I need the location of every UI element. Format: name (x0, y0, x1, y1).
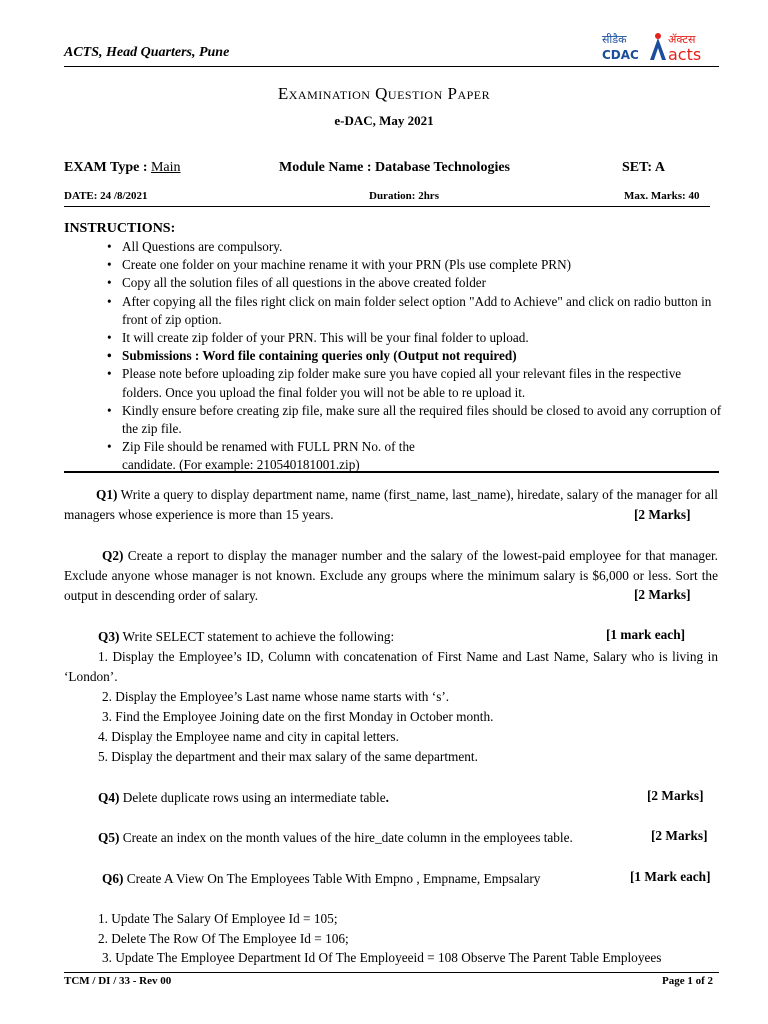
question-number: Q5) (98, 830, 120, 845)
question-3-marks: [1 mark each] (606, 627, 686, 642)
instruction-item: • Copy all the solution files of all questions in the above created folder (104, 274, 724, 292)
logo-text-acts-hindi: ॲक्टस (668, 33, 696, 46)
instructions-heading: INSTRUCTIONS: (64, 221, 176, 236)
module-name: Module Name : Database Technologies (279, 160, 510, 175)
max-marks: Max. Marks: 40 (624, 190, 700, 202)
cdac-acts-logo (600, 30, 718, 64)
question-3-item: 4. Display the Employee name and city in capital letters. (98, 729, 399, 744)
question-text: Delete duplicate rows using an intermediate table (119, 790, 386, 805)
question-3 (98, 627, 394, 647)
question-3-item: 1. Display the Employee’s ID, Column with concatenation of First Name and Last Name, Salary who is living in ‘London’. (64, 649, 718, 684)
header-rule (64, 66, 719, 67)
question-5 (98, 828, 573, 848)
footer-doc-code: TCM / DI / 33 - Rev 00 (64, 975, 172, 987)
instruction-item: • After copying all the files right click on main folder select option "Add to Achieve" and click on radio button in front of zip option. (104, 293, 724, 329)
question-4 (98, 788, 389, 808)
set-label: SET: A (622, 160, 665, 175)
page-subtitle: e-DAC, May 2021 (334, 113, 434, 128)
question-text: Create A View On The Employees Table With Empno , Empname, Empsalary (123, 871, 541, 886)
section-rule (64, 471, 719, 473)
question-3-item: 5. Display the department and their max salary of the same department. (98, 749, 478, 764)
question-2-marks: [2 Marks] (634, 587, 691, 602)
logo-text-cdac: CDAC (602, 48, 639, 62)
question-1-marks: [2 Marks] (634, 507, 691, 522)
logo-text-acts: acts (668, 45, 702, 64)
question-6-item: 1. Update The Salary Of Employee Id = 105; (98, 911, 338, 926)
question-6-item: 2. Delete The Row Of The Employee Id = 106; (98, 931, 349, 946)
footer-page-number: Page 1 of 2 (662, 975, 714, 987)
instruction-item: • Kindly ensure before creating zip file, make sure all the required files should be closed to avoid any corruption of the zip file. (104, 402, 724, 438)
footer-rule (64, 972, 719, 973)
exam-type-label: EXAM Type : (64, 160, 151, 175)
instruction-item: • It will create zip folder of your PRN. This will be your final folder to upload. (104, 329, 724, 347)
question-6 (102, 869, 540, 889)
question-3-item: 2. Display the Employee’s Last name whose name starts with ‘s’. (102, 689, 450, 704)
question-text: Write a query to display department name, name (first_name, last_name), hiredate, salary of the manager for all managers whose experience is more than 15 years. (64, 487, 718, 522)
question-4-marks: [2 Marks] (647, 788, 704, 803)
question-text: Create a report to display the manager number and the salary of the lowest-paid employee for that manager. Exclude anyone whose manager is not known. Exclude any groups where the minimum salary is $6,000 or less. Sort the output in descending order of salary. (64, 548, 718, 603)
instructions-list (104, 238, 724, 475)
question-number: Q4) (98, 790, 120, 805)
question-1 (64, 485, 718, 525)
instruction-item: • All Questions are compulsory. (104, 238, 724, 256)
question-5-marks: [2 Marks] (651, 828, 708, 843)
instruction-item: • Zip File should be renamed with FULL PRN No. of the candidate. (For example: 210540181001.zip) (104, 438, 462, 474)
question-text-end: . (385, 790, 389, 805)
question-number: Q1) (96, 487, 118, 502)
logo-text-hindi: सीडैक (602, 33, 627, 46)
exam-type-value: Main (150, 160, 181, 175)
exam-date: DATE: 24 /8/2021 (64, 190, 148, 202)
header-org: ACTS, Head Quarters, Pune (64, 45, 230, 60)
logo-triangle-icon (650, 38, 666, 60)
meta-rule (64, 206, 710, 207)
page-title: Examination Question Paper (277, 84, 491, 103)
instruction-item: • Please note before uploading zip folder make sure you have copied all your relevant files in the respective folders. Once you upload the final folder you will not be able to re upload it. (104, 365, 724, 401)
instruction-item: • Create one folder on your machine rename it with your PRN (Pls use complete PRN) (104, 256, 724, 274)
logo-dot-icon (655, 33, 661, 39)
question-6-marks: [1 Mark each] (630, 869, 711, 884)
instruction-item: • Submissions : Word file containing queries only (Output not required) (104, 347, 724, 365)
question-number: Q6) (102, 871, 124, 886)
question-3-item: 3. Find the Employee Joining date on the first Monday in October month. (102, 709, 494, 724)
question-number: Q3) (98, 629, 120, 644)
question-6-item: 3. Update The Employee Department Id Of The Employeeid = 108 Observe The Parent Table Employees (102, 950, 662, 965)
question-number: Q2) (102, 548, 124, 563)
exam-type (64, 160, 181, 176)
question-text: Create an index on the month values of the hire_date column in the employees table. (119, 830, 573, 845)
exam-duration: Duration: 2hrs (369, 190, 439, 202)
question-text: Write SELECT statement to achieve the following: (119, 629, 395, 644)
question-2 (64, 546, 718, 606)
